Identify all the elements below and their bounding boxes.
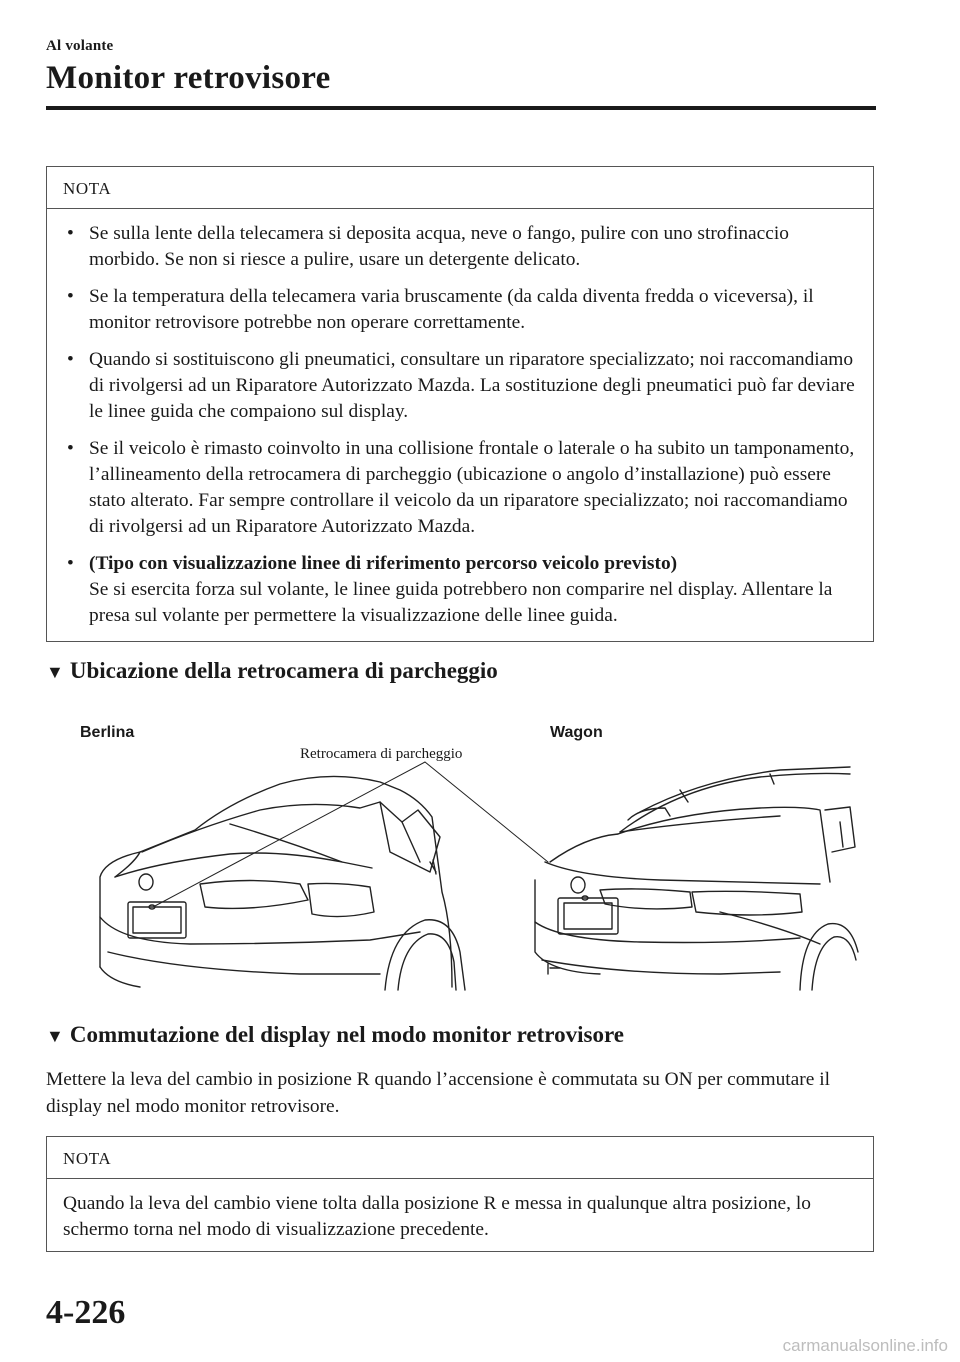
bullet-icon: • (67, 223, 74, 244)
note-box-1 (46, 166, 874, 642)
note-list (63, 221, 857, 629)
note-body (47, 209, 873, 641)
watermark: carmanualsonline.info (782, 1336, 948, 1355)
list-item-text: Quando si sostituiscono gli pneumatici, consultare un riparatore specializzato; noi raccomandiamo di rivolgersi ad un Riparatore Autorizzato Mazda. La sostituzione degli pneumatici può far deviare le linee guida che compaiono sul display. (89, 349, 855, 422)
list-item-text: Se il veicolo è rimasto coinvolto in una collisione frontale o laterale o ha subito un tamponamento, l’allineamento della retrocamera di parcheggio (ubicazione o angolo d’installazione) può essere stato alterato. Far sempre controllare il veicolo da un riparatore specializzato; noi raccomandiamo di rivolgersi ad un Riparatore Autorizzato Mazda. (89, 438, 855, 537)
list-item-text: Se sulla lente della telecamera si deposita acqua, neve o fango, pulire con uno strofinaccio morbido. Se non si riesce a pulire, usare un detergente delicato. (89, 223, 789, 270)
section-body-text: Mettere la leva del cambio in posizione R quando l’accensione è commutata su ON per commutare il display nel modo monitor retrovisore. (46, 1069, 830, 1117)
list-item (63, 436, 857, 540)
list-item (63, 551, 857, 629)
figure-label-sedan: Berlina (80, 724, 135, 741)
list-item (63, 284, 857, 336)
wagon-rear-icon (535, 767, 858, 990)
note-body: Quando la leva del cambio viene tolta dalla posizione R e messa in qualunque altra posizione, lo schermo torna nel modo di visualizzazione precedente. (63, 1193, 811, 1240)
page-number: 4-226 (46, 1294, 126, 1331)
page-title: Monitor retrovisore (46, 60, 331, 96)
list-item-text: Se si esercita forza sul volante, le linee guida potrebbero non comparire nel display. Allentare la presa sul volante per permettere la visualizzazione delle linee guida. (89, 579, 833, 626)
callout-leader-lines (153, 762, 548, 907)
triangle-marker-icon: ▼ (46, 1026, 64, 1046)
section-heading-text: Commutazione del display nel modo monitor retrovisore (69, 1022, 624, 1047)
list-item-bold-heading: (Tipo con visualizzazione linee di riferimento percorso veicolo previsto) (89, 553, 678, 574)
list-item (63, 347, 857, 425)
figure-callout-label: Retrocamera di parcheggio (300, 746, 463, 762)
bullet-icon: • (67, 553, 74, 574)
sedan-rear-icon (100, 776, 465, 990)
bullet-icon: • (67, 286, 74, 307)
note-box-2 (46, 1136, 874, 1252)
list-item-text: Se la temperatura della telecamera varia bruscamente (da calda diventa fredda o viceversa), il monitor retrovisore potrebbe non operare correttamente. (89, 286, 814, 333)
camera-location-figure (80, 712, 860, 1002)
title-rule (46, 106, 876, 110)
car-rear-illustration (80, 712, 860, 1002)
triangle-marker-icon: ▼ (46, 662, 64, 682)
bullet-icon: • (67, 349, 74, 370)
section-heading-display-switch (46, 1022, 624, 1048)
section-heading-camera-location (46, 658, 498, 684)
section-label: Al volante (46, 38, 114, 54)
list-item (63, 221, 857, 273)
note-heading: NOTA (47, 1137, 873, 1179)
note-heading: NOTA (47, 167, 873, 209)
figure-label-wagon: Wagon (550, 724, 603, 741)
bullet-icon: • (67, 438, 74, 459)
section-heading-text: Ubicazione della retrocamera di parcheggio (69, 658, 498, 683)
